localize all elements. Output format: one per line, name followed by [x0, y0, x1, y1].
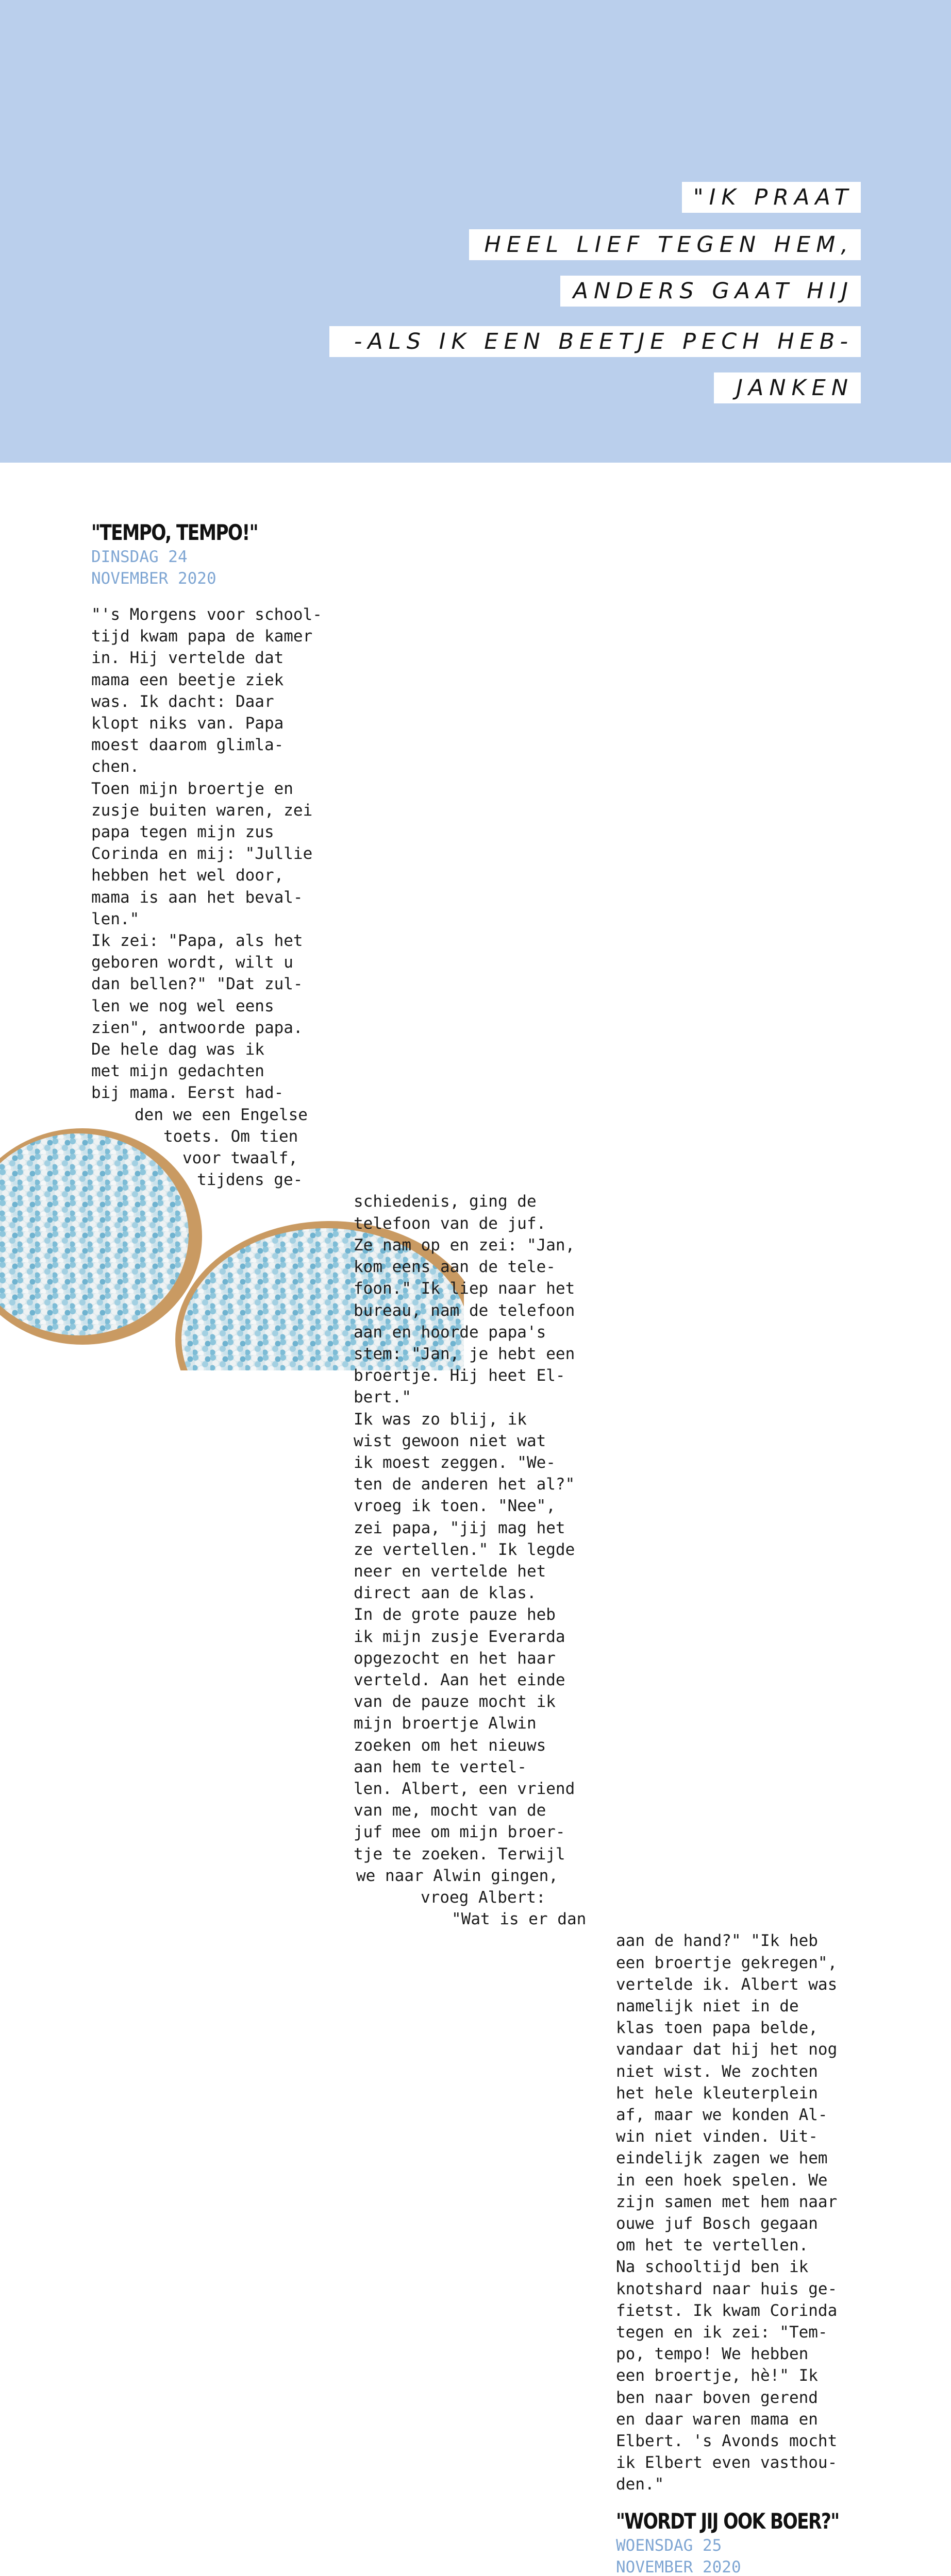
quote-line-2: HEEL LIEF TEGEN HEM, [469, 229, 861, 260]
quote-line-4: -ALS IK EEN BEETJE PECH HEB- [329, 326, 861, 357]
text-line: knotshard naar huis ge- [616, 2279, 838, 2298]
text-line: met mijn gedachten [91, 1062, 264, 1081]
text-line: Ik was zo blij, ik [354, 1410, 527, 1429]
text-line: namelijk niet in de [616, 1997, 799, 2015]
article-heading: "WORDT JIJ OOK BOER?" [616, 2508, 839, 2534]
text-line: mama een beetje ziek [91, 670, 284, 689]
text-line: Ik zei: "Papa, als het [91, 931, 303, 951]
text-line: geboren wordt, wilt u [91, 953, 293, 972]
text-line: bureau, nam de telefoon [354, 1301, 575, 1320]
text-line: opgezocht en het haar [354, 1649, 556, 1668]
text-line: af, maar we konden Al- [616, 2106, 828, 2125]
article-date-month: NOVEMBER 2020 [91, 569, 216, 588]
text-line: tijd kwam papa de kamer [91, 627, 313, 646]
text-line: papa tegen mijn zus [91, 823, 274, 842]
article-column-2 [354, 1191, 596, 1930]
text-line: zien", antwoorde papa. [91, 1018, 303, 1037]
text-line: klas toen papa belde, [616, 2019, 818, 2038]
text-line: ben naar boven gerend [616, 2388, 818, 2407]
text-line: mijn broertje Alwin [354, 1714, 537, 1733]
text-line: om het te vertellen. [616, 2236, 809, 2255]
text-line: een broertje gekregen", [616, 1953, 838, 1972]
text-line: direct aan de klas. [354, 1584, 537, 1603]
article-column-1 [91, 519, 333, 1191]
article-body [91, 604, 333, 1191]
text-line: aan hem te vertel- [354, 1757, 527, 1776]
text-line: den we een Engelse [135, 1105, 308, 1124]
quote-line-1: "IK PRAAT [682, 182, 861, 213]
text-line: ik moest zeggen. "We- [354, 1453, 556, 1472]
text-line: tijdens ge- [197, 1171, 303, 1190]
article-column-3 [616, 1930, 858, 2576]
text-line: van de pauze mocht ik [354, 1692, 556, 1711]
text-line: len. Albert, een vriend [354, 1779, 575, 1798]
text-line: verteld. Aan het einde [354, 1670, 565, 1689]
quote-line-5: JANKEN [714, 372, 861, 403]
article-heading: "TEMPO, TEMPO!" [91, 520, 258, 545]
text-line: ik Elbert even vasthou- [616, 2453, 838, 2472]
text-line: vandaar dat hij het nog [616, 2040, 838, 2059]
text-line: bert." [354, 1388, 411, 1407]
text-line: vertelde ik. Albert was [616, 1975, 838, 1994]
text-line: win niet vinden. Uit- [616, 2127, 818, 2146]
text-line: De hele dag was ik [91, 1040, 264, 1059]
text-line: "Wat is er dan [452, 1910, 587, 1929]
quote-line-3: ANDERS GAAT HIJ [560, 276, 861, 307]
text-line: was. Ik dacht: Daar [91, 692, 274, 711]
text-line: toets. Om tien [163, 1127, 298, 1146]
text-line: stem: "Jan, je hebt een [354, 1344, 575, 1363]
text-line: zusje buiten waren, zei [91, 801, 313, 820]
text-line: telefoon van de juf. [354, 1214, 546, 1233]
text-line: mama is aan het beval- [91, 888, 303, 907]
text-line: Na schooltijd ben ik [616, 2258, 809, 2277]
text-line: len we nog wel eens [91, 996, 274, 1015]
quote-banner [0, 0, 951, 463]
text-line: en daar waren mama en [616, 2410, 818, 2429]
text-line: voor twaalf, [182, 1149, 298, 1168]
text-line: kom eens aan de tele- [354, 1258, 556, 1277]
text-line: schiedenis, ging de [354, 1192, 537, 1211]
article-date-day: DINSDAG 24 [91, 548, 188, 566]
text-line: Elbert. 's Avonds mocht [616, 2432, 838, 2451]
text-line: wist gewoon niet wat [354, 1431, 546, 1450]
article-body [616, 1930, 858, 2495]
text-line: vroeg ik toen. "Nee", [354, 1497, 556, 1516]
text-line: we naar Alwin gingen, [356, 1866, 558, 1885]
text-line: tegen en ik zei: "Tem- [616, 2323, 828, 2342]
text-line: In de grote pauze heb [354, 1605, 556, 1624]
text-line: fietst. Ik kwam Corinda [616, 2301, 838, 2320]
text-line: in een hoek spelen. We [616, 2171, 828, 2190]
article-body [354, 1191, 596, 1930]
article-date-day: WOENSDAG 25 [616, 2536, 722, 2555]
text-line: Toen mijn broertje en [91, 779, 293, 798]
text-line: ik mijn zusje Everarda [354, 1627, 565, 1646]
text-line: juf mee om mijn broer- [354, 1823, 565, 1842]
text-line: aan en hoorde papa's [354, 1323, 546, 1342]
text-line: vroeg Albert: [421, 1888, 546, 1907]
text-line: ten de anderen het al?" [354, 1475, 575, 1494]
text-line: foon." Ik liep naar het [354, 1279, 575, 1298]
text-line: len." [91, 909, 140, 928]
text-line: neer en vertelde het [354, 1562, 546, 1581]
text-line: bij mama. Eerst had- [91, 1083, 284, 1103]
text-line: zoeken om het nieuws [354, 1736, 546, 1755]
text-line: moest daarom glimla- [91, 736, 284, 755]
text-line: niet wist. We zochten [616, 2062, 818, 2081]
article-date-month: NOVEMBER 2020 [616, 2557, 741, 2576]
text-line: zei papa, "jij mag het [354, 1518, 565, 1537]
text-line: Ze nam op en zei: "Jan, [354, 1235, 575, 1255]
text-line: het hele kleuterplein [616, 2083, 818, 2103]
text-line: Corinda en mij: "Jullie [91, 844, 313, 863]
text-line: broertje. Hij heet El- [354, 1366, 565, 1385]
text-line: van me, mocht van de [354, 1801, 546, 1820]
text-line: hebben het wel door, [91, 866, 284, 885]
text-line: dan bellen?" "Dat zul- [91, 975, 303, 994]
text-line: zijn samen met hem naar [616, 2192, 838, 2211]
text-line: in. Hij vertelde dat [91, 649, 284, 668]
text-line: tje te zoeken. Terwijl [354, 1844, 565, 1863]
text-line: een broertje, hè!" Ik [616, 2366, 818, 2385]
text-line: klopt niks van. Papa [91, 714, 284, 733]
text-line: po, tempo! We hebben [616, 2345, 809, 2364]
text-line: ze vertellen." Ik legde [354, 1540, 575, 1559]
text-line: aan de hand?" "Ik heb [616, 1931, 818, 1951]
text-line: eindelijk zagen we hem [616, 2149, 828, 2168]
text-line: den." [616, 2475, 664, 2494]
text-line: ouwe juf Bosch gegaan [616, 2214, 818, 2233]
text-line: "'s Morgens voor school- [91, 605, 322, 624]
text-line: chen. [91, 757, 140, 776]
